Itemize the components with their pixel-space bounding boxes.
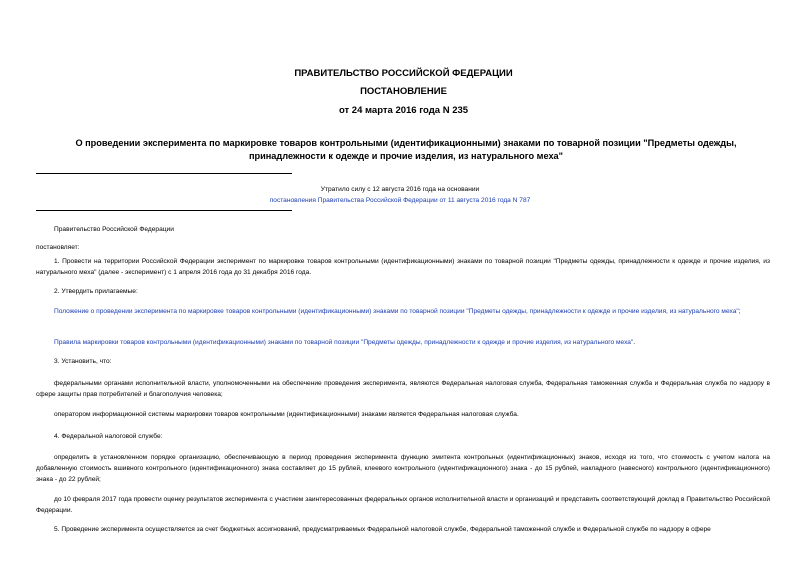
paragraph-resolves: постановляет: [36, 244, 80, 251]
paragraph-4: 4. Федеральной налоговой службе: [54, 433, 163, 440]
date-number-heading: от 24 марта 2016 года N 235 [338, 105, 469, 116]
paragraph-3b: оператором информационной системы маркировки товаров контрольными (идентификационными) знаками является Федеральная налоговая служба. [54, 411, 519, 418]
paragraph-2: 2. Утвердить прилагаемые: [54, 288, 138, 295]
regulation-link[interactable]: Положение о проведении эксперимента по маркировке товаров контрольными (идентификационными) знаками по товарной позиции "Предметы одежды, принадлежности к одежде и прочие изделия, из натурального меха" [54, 308, 739, 315]
government-heading: ПРАВИТЕЛЬСТВО РОССИЙСКОЙ ФЕДЕРАЦИИ [294, 68, 513, 79]
doc-type-heading: ПОСТАНОВЛЕНИЕ [360, 86, 447, 97]
paragraph-government: Правительство Российской Федерации [54, 226, 174, 233]
paragraph-4b: до 10 февраля 2017 года провести оценку результатов эксперимента с участием заинтересованных федеральных органов исполнительной власти и организаций и представить соответствующий доклад в Правительство Российской Федерации. [36, 496, 770, 514]
regulation-link-tail: ; [738, 308, 741, 315]
paragraph-approved-2 [36, 337, 770, 348]
status-note-link[interactable]: постановления Правительства Российской Федерации от 11 августа 2016 года N 787 [269, 197, 531, 204]
status-note [200, 184, 600, 206]
status-note-text: Утратило силу с 12 августа 2016 года на основании [320, 186, 480, 193]
paragraph-5: 5. Проведение эксперимента осуществляется за счет бюджетных ассигнований, предусматриваемых Федеральной налоговой службе, Федеральной таможенной службе и Федеральной службе по надзору в сфере [54, 526, 711, 533]
separator-top [36, 173, 292, 174]
document-title: О проведении эксперимента по маркировке товаров контрольными (идентификационными) знаками по товарной позиции "Предметы одежды, принадлежности к одежде и прочие изделия, из натурального меха" [75, 138, 737, 161]
paragraph-1: 1. Провести на территории Российской Федерации эксперимент по маркировке товаров контрольными (идентификационными) знаками по товарной позиции "Предметы одежды, принадлежности к одежде и прочие изделия, из натурального меха" (далее - эксперимент) с 1 апреля 2016 года до 31 декабря 2016 года. [36, 258, 770, 276]
paragraph-3a: федеральными органами исполнительной власти, уполномоченными на обеспечение проведения эксперимента, являются Федеральная налоговая служба, Федеральная таможенная служба и Федеральная служба по надзору в сфере защиты прав потребителей и благополучия человека; [36, 380, 770, 398]
separator-bottom [36, 210, 292, 211]
paragraph-approved-1 [36, 306, 770, 317]
paragraph-4a: определить в установленном порядке организацию, обеспечивающую в период проведения эксперимента функцию эмитента контрольных (идентификационных) знаков, исходя из того, что стоимость с учетом налога на добавленную стоимость вшивного контрольного (идентификационного) знака составляет до 15 рублей, клеевого контрольного (идентификационного) знака - до 15 рублей, накладного (навесного) контрольного (идентификационного) знака - до 22 рублей; [36, 454, 770, 483]
paragraph-3: 3. Установить, что: [54, 358, 112, 365]
rules-link-tail: . [633, 339, 636, 346]
rules-link[interactable]: Правила маркировки товаров контрольными (идентификационными) знаками по товарной позиции "Предметы одежды, принадлежности к одежде и прочие изделия, из натурального меха" [54, 339, 634, 346]
